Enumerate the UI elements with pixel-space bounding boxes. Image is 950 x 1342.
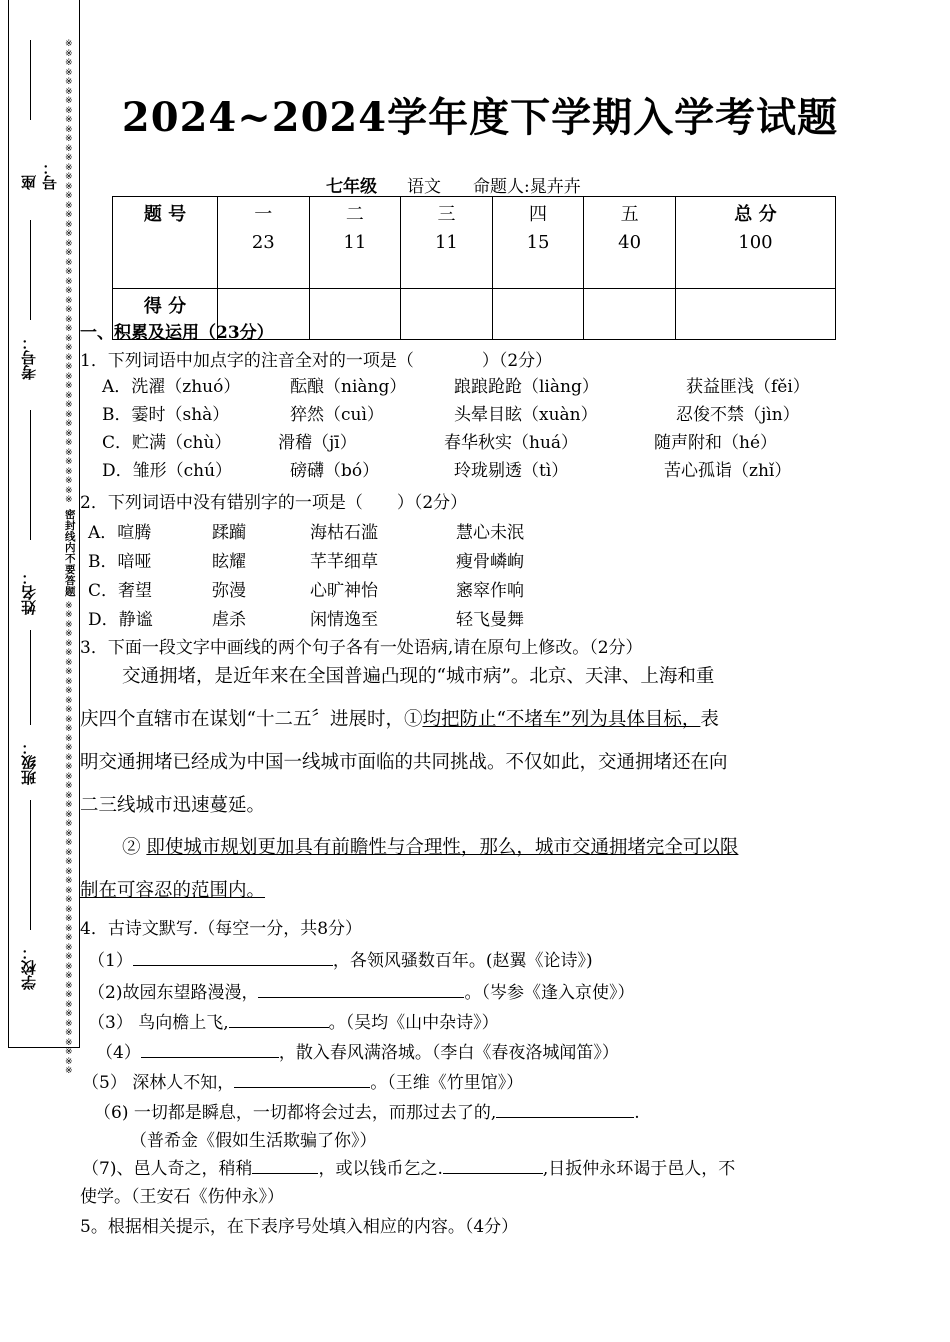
q4-line-6-source: （普希金《假如生活欺骗了你》） xyxy=(130,1131,377,1151)
q2-option: 窸窣作响 xyxy=(456,581,524,601)
seal-line: ※※※※※※※※※※※※※※※※※※※※※※※※※※※※※※※※※※※※※※※※※※※※※※※※※ 密封线内不要答题 ※※※※※※※※※※※※※※※※※※※※※※※※※※※※※※※※※※※※※※※※※※※※※※※※※※ xyxy=(65,40,79,1030)
q4-line-2: （2)故园东望路漫漫， 。（岑参《逢入京使》） xyxy=(88,978,634,1003)
q4-line-4: （4） ，散入春风满洛城。（李白《春夜洛城闻笛》） xyxy=(96,1038,619,1063)
answer-blank[interactable] xyxy=(258,979,464,998)
class-label: 班级： xyxy=(20,740,38,785)
part1-heading: 一、积累及运用（23分） xyxy=(80,323,274,343)
q1-option: 苦心孤诣（zhǐ） xyxy=(664,461,792,481)
question-number-header: 题 号 xyxy=(113,197,218,289)
section-cell: 一 23 xyxy=(218,197,310,289)
class-field[interactable] xyxy=(18,630,44,790)
q1-option: 获益匪浅（fěi） xyxy=(686,377,810,397)
table-row xyxy=(113,197,836,289)
q2-option: 虐杀 xyxy=(212,610,246,630)
q3-paragraph-line: 交通拥堵，是近年来在全国普遍凸现的“城市病”。北京、天津、上海和重 xyxy=(122,666,715,687)
school-label: 学校： xyxy=(20,945,38,990)
score-cell[interactable] xyxy=(584,289,676,340)
q4-line-7-cont: 使学。（王安石《伤仲永》） xyxy=(80,1187,284,1207)
q1-option: 滑稽（jī） xyxy=(278,433,357,453)
q2-option: 眩耀 xyxy=(212,552,246,572)
q1-option: 踉踉跄跄（liàng） xyxy=(454,377,599,397)
author: 命题人:晁卉卉 xyxy=(473,177,581,197)
q1-option: 春华秋实（huá） xyxy=(444,433,579,453)
answer-blank[interactable] xyxy=(141,1039,279,1058)
answer-blank[interactable] xyxy=(252,1155,318,1174)
q3-underlined-sentence-1[interactable]: 均把防止“不堵车”列为具体目标， xyxy=(422,709,701,730)
section-cell: 五 40 xyxy=(584,197,676,289)
name-label: 姓名： xyxy=(20,570,38,615)
q3-paragraph-line: 明交通拥堵已经成为中国一线城市面临的共同挑战。不仅如此，交通拥堵还在向 xyxy=(80,752,728,773)
grade: 七年级 xyxy=(326,177,377,197)
q2-option: 蹂躏 xyxy=(212,523,246,543)
seat-number-label: 座号： xyxy=(20,160,59,190)
q2-option: 瘦骨嶙峋 xyxy=(456,552,524,572)
q2-option: 慧心未泯 xyxy=(456,523,524,543)
q3-underlined-sentence-2-cont[interactable]: 制在可容忍的范围内。 xyxy=(80,880,266,901)
answer-blank[interactable] xyxy=(229,1009,329,1028)
q4-stem: 4．古诗文默写.（每空一分，共8分） xyxy=(80,919,363,939)
q3-paragraph-line: 二三线城市迅速蔓延。 xyxy=(80,795,266,816)
q1-option: D．雏形（chú） xyxy=(102,461,233,481)
q1-option: 猝然（cuì） xyxy=(290,405,384,425)
q1-option: C．贮满（chù） xyxy=(102,433,232,453)
q4-line-7: （7)、邑人奇之，稍稍 ，或以钱币乞之. ,日扳仲永环谒于邑人，不 xyxy=(82,1154,735,1179)
section-cell: 二 11 xyxy=(309,197,401,289)
q2-option: C．奢望 xyxy=(88,581,153,601)
subject: 语文 xyxy=(407,177,441,197)
exam-subtitle xyxy=(326,172,613,197)
answer-blank[interactable] xyxy=(133,947,333,966)
answer-blank[interactable] xyxy=(496,1099,634,1118)
q2-option: A．喧腾 xyxy=(88,523,152,543)
answer-blank[interactable] xyxy=(443,1155,543,1174)
q3-paragraph-line: ② 即使城市规划更加具有前瞻性与合理性，那么，城市交通拥堵完全可以限 xyxy=(122,837,739,858)
score-cell[interactable] xyxy=(492,289,584,340)
q3-underlined-sentence-2[interactable]: 即使城市规划更加具有前瞻性与合理性，那么，城市交通拥堵完全可以限 xyxy=(146,837,739,858)
answer-blank[interactable] xyxy=(234,1069,370,1088)
q1-option: A．洗濯（zhuó） xyxy=(102,377,241,397)
q2-option: 心旷神怡 xyxy=(310,581,378,601)
q1-option: 头晕目眩（xuàn） xyxy=(454,405,598,425)
q5-stem: 5。根据相关提示，在下表序号处填入相应的内容。（4分） xyxy=(80,1217,519,1237)
name-field[interactable] xyxy=(18,410,44,620)
q3-paragraph-line: 庆四个直辖市在谋划“十二五〞进展时，①均把防止“不堵车”列为具体目标，表 xyxy=(80,709,719,730)
q2-option: 芊芊细草 xyxy=(310,552,378,572)
q4-line-6: （6) 一切都是瞬息，一切都将会过去，而那过去了的, . xyxy=(94,1098,640,1123)
q2-option: D．静谧 xyxy=(88,610,153,630)
q2-option: 闲情逸至 xyxy=(310,610,378,630)
q1-option: 磅礴（bó） xyxy=(290,461,380,481)
section-cell: 四 15 xyxy=(492,197,584,289)
q4-line-5: （5） 深林人不知， 。（王维《竹里馆》） xyxy=(82,1068,523,1093)
seat-number-field[interactable] xyxy=(18,40,59,190)
q4-line-1: （1） ，各领风骚数百年。(赵翼《论诗》) xyxy=(88,946,593,971)
section-cell: 三 11 xyxy=(401,197,493,289)
q1-option: 忍俊不禁（jìn） xyxy=(676,405,800,425)
total-cell: 总 分 100 xyxy=(675,197,835,289)
score-header: 得 分 xyxy=(113,289,218,340)
score-cell[interactable] xyxy=(675,289,835,340)
score-cell[interactable] xyxy=(401,289,493,340)
q1-option: 玲珑剔透（tì） xyxy=(454,461,569,481)
school-field[interactable] xyxy=(18,800,44,1000)
q1-option: B．霎时（shà） xyxy=(102,405,230,425)
q3-stem: 3．下面一段文字中画线的两个句子各有一处语病,请在原句上修改。（2分） xyxy=(80,638,643,658)
q2-option: 弥漫 xyxy=(212,581,246,601)
score-cell[interactable] xyxy=(309,289,401,340)
q1-stem: 1．下列词语中加点字的注音全对的一项是（ ）（2分） xyxy=(80,351,553,371)
q1-option: 酝酿（niàng） xyxy=(290,377,407,397)
q2-option: B．喑哑 xyxy=(88,552,152,572)
exam-title: 2024~2024学年度下学期入学考试题 xyxy=(121,94,839,141)
q1-option: 随声附和（hé） xyxy=(654,433,778,453)
exam-number-label: 考号： xyxy=(20,335,38,380)
exam-number-field[interactable] xyxy=(18,220,44,390)
q4-line-3: （3） 鸟向檐上飞, 。（吴均《山中杂诗》） xyxy=(88,1008,499,1033)
q2-stem: 2．下列词语中没有错别字的一项是（ ）（2分） xyxy=(80,493,468,513)
q2-option: 海枯石滥 xyxy=(310,523,378,543)
seal-note: 密封线内不要答题 xyxy=(65,508,76,598)
q2-option: 轻飞曼舞 xyxy=(456,610,524,630)
